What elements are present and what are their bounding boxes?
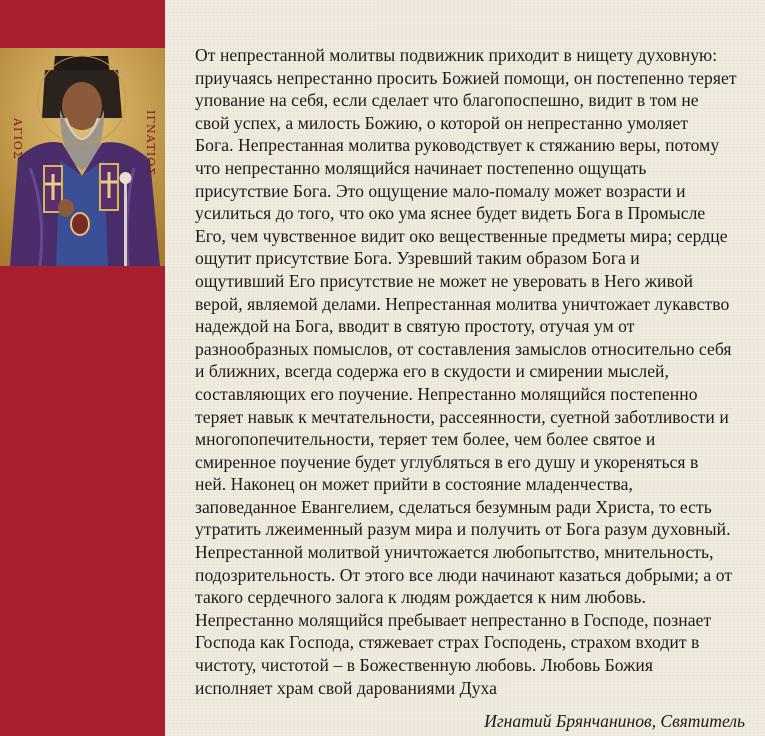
text-line: свой успех, а милость Божию, о которой он непрестанно умоляет	[195, 112, 689, 133]
text-line: и ближних, всегда содержа его в скудости и смирении мыслей,	[195, 361, 669, 382]
text-line: составляющих его поучение. Непрестанно молящийся постепенно	[195, 383, 698, 404]
teaching-text	[195, 44, 747, 699]
text-line: такого сердечного залога к людям рождается к ним любовь.	[195, 587, 646, 608]
icon-inscription-left	[11, 117, 24, 160]
text-line: исполняет храм свой дарованиями Духа	[195, 677, 498, 698]
text-line: упование на себя, если сделает что благопоспешно, видит в том не	[195, 90, 699, 111]
text-line: ощутит присутствие Бога. Узревший таким образом Бога и	[195, 248, 640, 269]
text-line: Непрестанной молитвой уничтожается любопытство, мнительность,	[195, 542, 714, 563]
text-line: разнообразных помыслов, от составления замыслов относительно себя	[195, 338, 732, 359]
text-line: теряет навык к мечтательности, рассеянности, суетной заботливости и	[195, 406, 729, 427]
text-line: многопопечительности, теряет тем более, чем более святое и	[195, 429, 656, 450]
text-line: Его, чем чувственное видит око вещественные предметы мира; сердце	[195, 225, 728, 246]
text-line: присутствие Бога. Это ощущение мало-помалу может возрасти и	[195, 180, 686, 201]
saint-icon-image	[0, 48, 165, 266]
text-line: ощутивший Его присутствие не может не уверовать в Него живой	[195, 270, 694, 291]
text-line: усилиться до того, что око ума яснее будет видеть Бога в Промысле	[195, 203, 706, 224]
text-line: ней. Наконец он может прийти в состояние младенчества,	[195, 474, 633, 495]
text-line: что непрестанно молящийся начинает постепенно ощущать	[195, 157, 647, 178]
text-line: смиренное поучение будет углубляться в его душу и укореняться в	[195, 451, 699, 472]
author-signature: Игнатий Брянчанинов, Святитель	[484, 711, 745, 731]
text-line: заповеданное Евангелием, сделаться безумным ради Христа, то есть	[195, 496, 712, 517]
text-line: От непрестанной молитвы подвижник приходит в нищету духовную:	[195, 45, 718, 65]
text-line: чистоту, чистотой – в Божественную любовь. Любовь Божия	[195, 655, 653, 676]
text-line: верой, являемой делами. Непрестанная молитва уничтожает лукавство	[195, 293, 730, 314]
text-line: Бога. Непрестанная молитва руководствует к стяжанию веры, потому	[195, 135, 720, 156]
text-line: утратить лжеименный разум мира и получить от Бога разум духовный.	[195, 519, 731, 540]
text-line: надеждой на Бога, вводит в святую простоту, отучая ум от	[195, 316, 635, 337]
icon-inscription-right	[144, 110, 157, 176]
text-line: Непрестанно молящийся пребывает непрестанно в Господе, познает	[195, 609, 712, 630]
text-line: подозрительность. От этого все люди начинают казаться добрыми; а от	[195, 564, 733, 585]
text-line: приучаясь непрестанно просить Божией помощи, он постепенно теряет	[195, 67, 737, 88]
svg-text:ΑΓΙΟΣ: ΑΓΙΟΣ	[11, 118, 24, 160]
text-line: Господа как Господа, стяжевает страх Господень, страхом входит в	[195, 632, 700, 653]
svg-text:ΙΓΝΑΤΙΟΣ: ΙΓΝΑΤΙΟΣ	[144, 110, 157, 177]
